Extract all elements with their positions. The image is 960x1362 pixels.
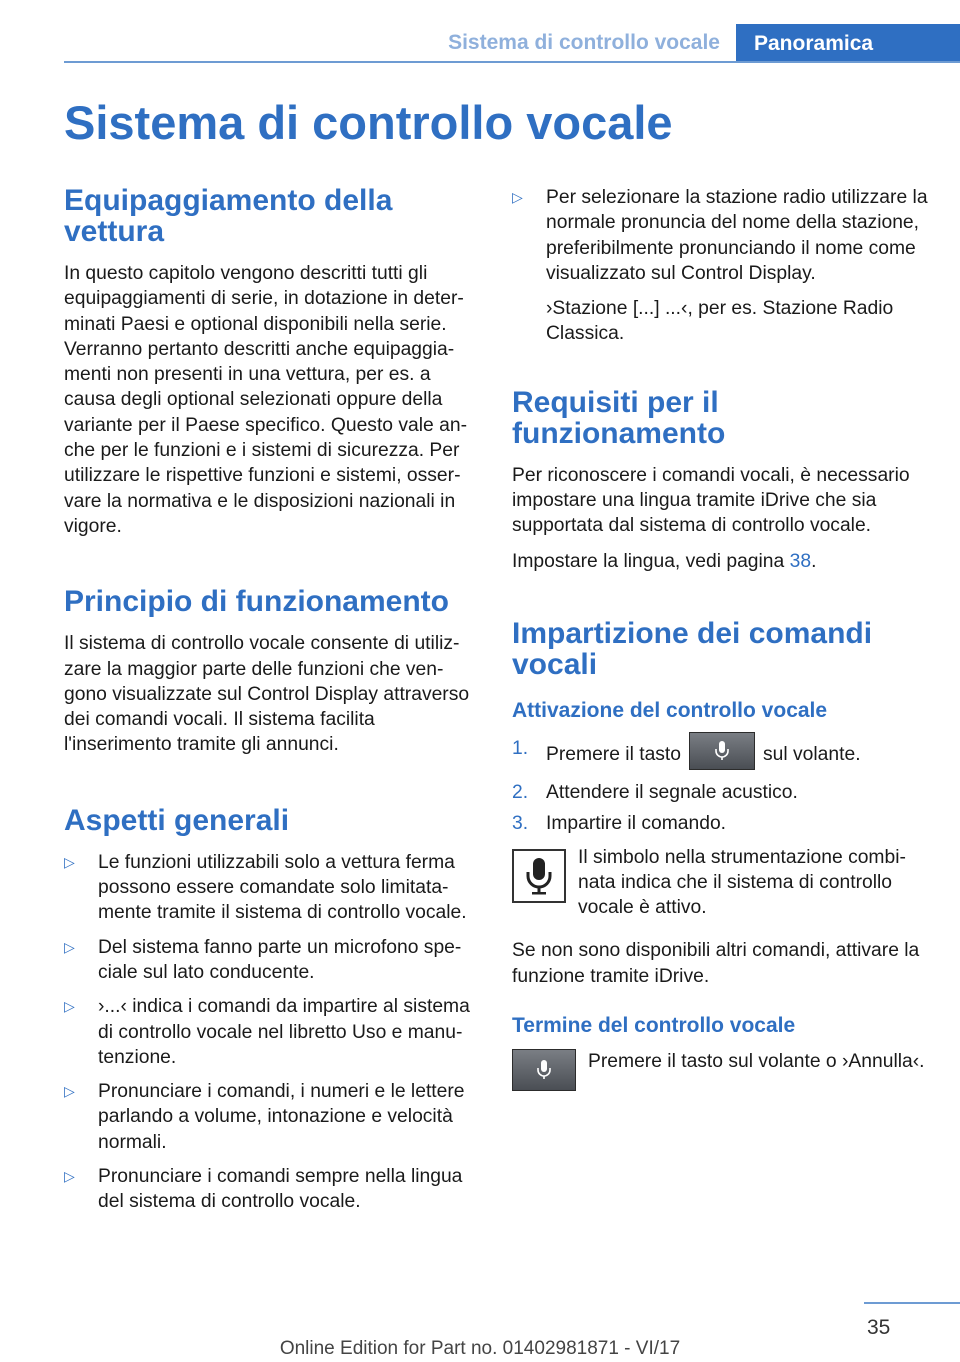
language-reference: Impostare la lingua, vedi pagina 38. [512,550,817,572]
list-item: 2. Attendere il segnale acustico. [512,781,798,803]
equipment-text: In questo capitolo vengono descritti tutti gli equipaggiamenti di serie, in dotazione in determinati Paesi e optional disponibili nella serie. Verranno pertanto descritti anche equipaggiamenti non presenti in una vettura, per es. a causa degli optional selezionati oppure della variante per il Paese specifico. Questo vale anche per le funzioni e i sistemi di sicurezza. Per utilizzare le rispettive funzioni e sistemi, osservare la normativa e le disposizioni nazionali in vigore. [64,263,467,537]
radio-example: ›Stazione [...] ...‹, per es. Stazione Radio Classica. [546,298,894,345]
symbol-row [512,845,932,921]
microphone-button-icon [689,732,755,770]
list-item: 3. Impartire il comando. [512,813,727,835]
left-column [64,185,478,1224]
triangle-bullet-icon: ▷ [64,998,75,1015]
microphone-icon [512,849,566,903]
list-item: ▷ Pronunciare i comandi, i numeri e le lettere parlando a volume, intonazione e velocità normali. [64,1081,465,1153]
general-heading: Aspetti generali [64,803,290,837]
triangle-bullet-icon: ▷ [512,189,523,205]
commands-heading: Impartizione dei comandi vocali [512,616,873,681]
header-tab-panoramica: Panoramica [736,24,960,63]
header-rule [64,61,960,63]
microphone-button-icon [512,1049,576,1091]
list-item: ▷ Pronunciare i comandi sempre nella lingua del sistema di controllo vocale. [64,1166,463,1213]
triangle-bullet-icon: ▷ [64,1168,75,1185]
activation-steps [512,736,932,837]
page-link-38[interactable]: 38 [789,550,812,572]
no-commands-text: Se non sono disponibili altri comandi, attivare la funzione tramite iDrive. [512,940,920,987]
page-title: Sistema di controllo vocale [64,96,673,149]
triangle-bullet-icon: ▷ [64,938,75,955]
list-item: ▷ Del sistema fanno parte un microfono speciale sul lato conducente. [64,936,462,983]
list-item: 1. Premere il tasto sul volante. [512,736,932,774]
equipment-heading: Equipaggiamento della vettura [64,184,393,248]
end-heading: Termine del controllo vocale [512,1014,796,1038]
end-row [512,1049,932,1091]
header-section-title: Sistema di controllo vocale [448,31,720,54]
general-list [64,850,478,1215]
right-column [512,185,932,1091]
page-number: 35 [867,1316,891,1339]
radio-list [512,185,932,347]
triangle-bullet-icon: ▷ [64,853,75,870]
triangle-bullet-icon: ▷ [64,1083,75,1100]
principle-text: Il sistema di controllo vocale consente di utilizzare la maggior parte delle funzioni che vengono visualizzate sul Control Display attraverso dei comandi vocali. Il sistema facilita l'inserimento tramite gli annunci. [64,633,470,756]
footer-edition: Online Edition for Part no. 01402981871 - VI/17 [279,1338,681,1359]
requirements-text: Per riconoscere i comandi vocali, è necessario impostare una lingua tramite iDrive che sia supportata dal sistema di controllo vocale. [512,464,910,537]
principle-heading: Principio di funzionamento [64,585,449,619]
list-item: ▷ Per selezionare la stazione radio utilizzare la normale pronuncia del nome della stazione, preferibilmente pronunciando il nome come visualizzato sul Control Display. ›Stazione [...] ...‹, per es. Stazione Radio Classica. [512,185,932,347]
list-item: ▷ ›...‹ indica i comandi da impartire al sistema di controllo vocale nel libretto Uso e manutenzione. [64,996,470,1068]
footer-rule [864,1302,960,1304]
activation-heading: Attivazione del controllo vocale [512,698,828,722]
symbol-text: Il simbolo nella strumentazione combinata indica che il sistema di controllo vocale è attivo. [578,846,906,919]
end-text: Premere il tasto sul volante o ›Annulla‹. [588,1051,925,1073]
list-item: ▷ Le funzioni utilizzabili solo a vettura ferma possono essere comandate solo limitatamente tramite il sistema di controllo vocale. [64,851,467,924]
requirements-heading: Requisiti per il funzionamento [512,385,726,450]
